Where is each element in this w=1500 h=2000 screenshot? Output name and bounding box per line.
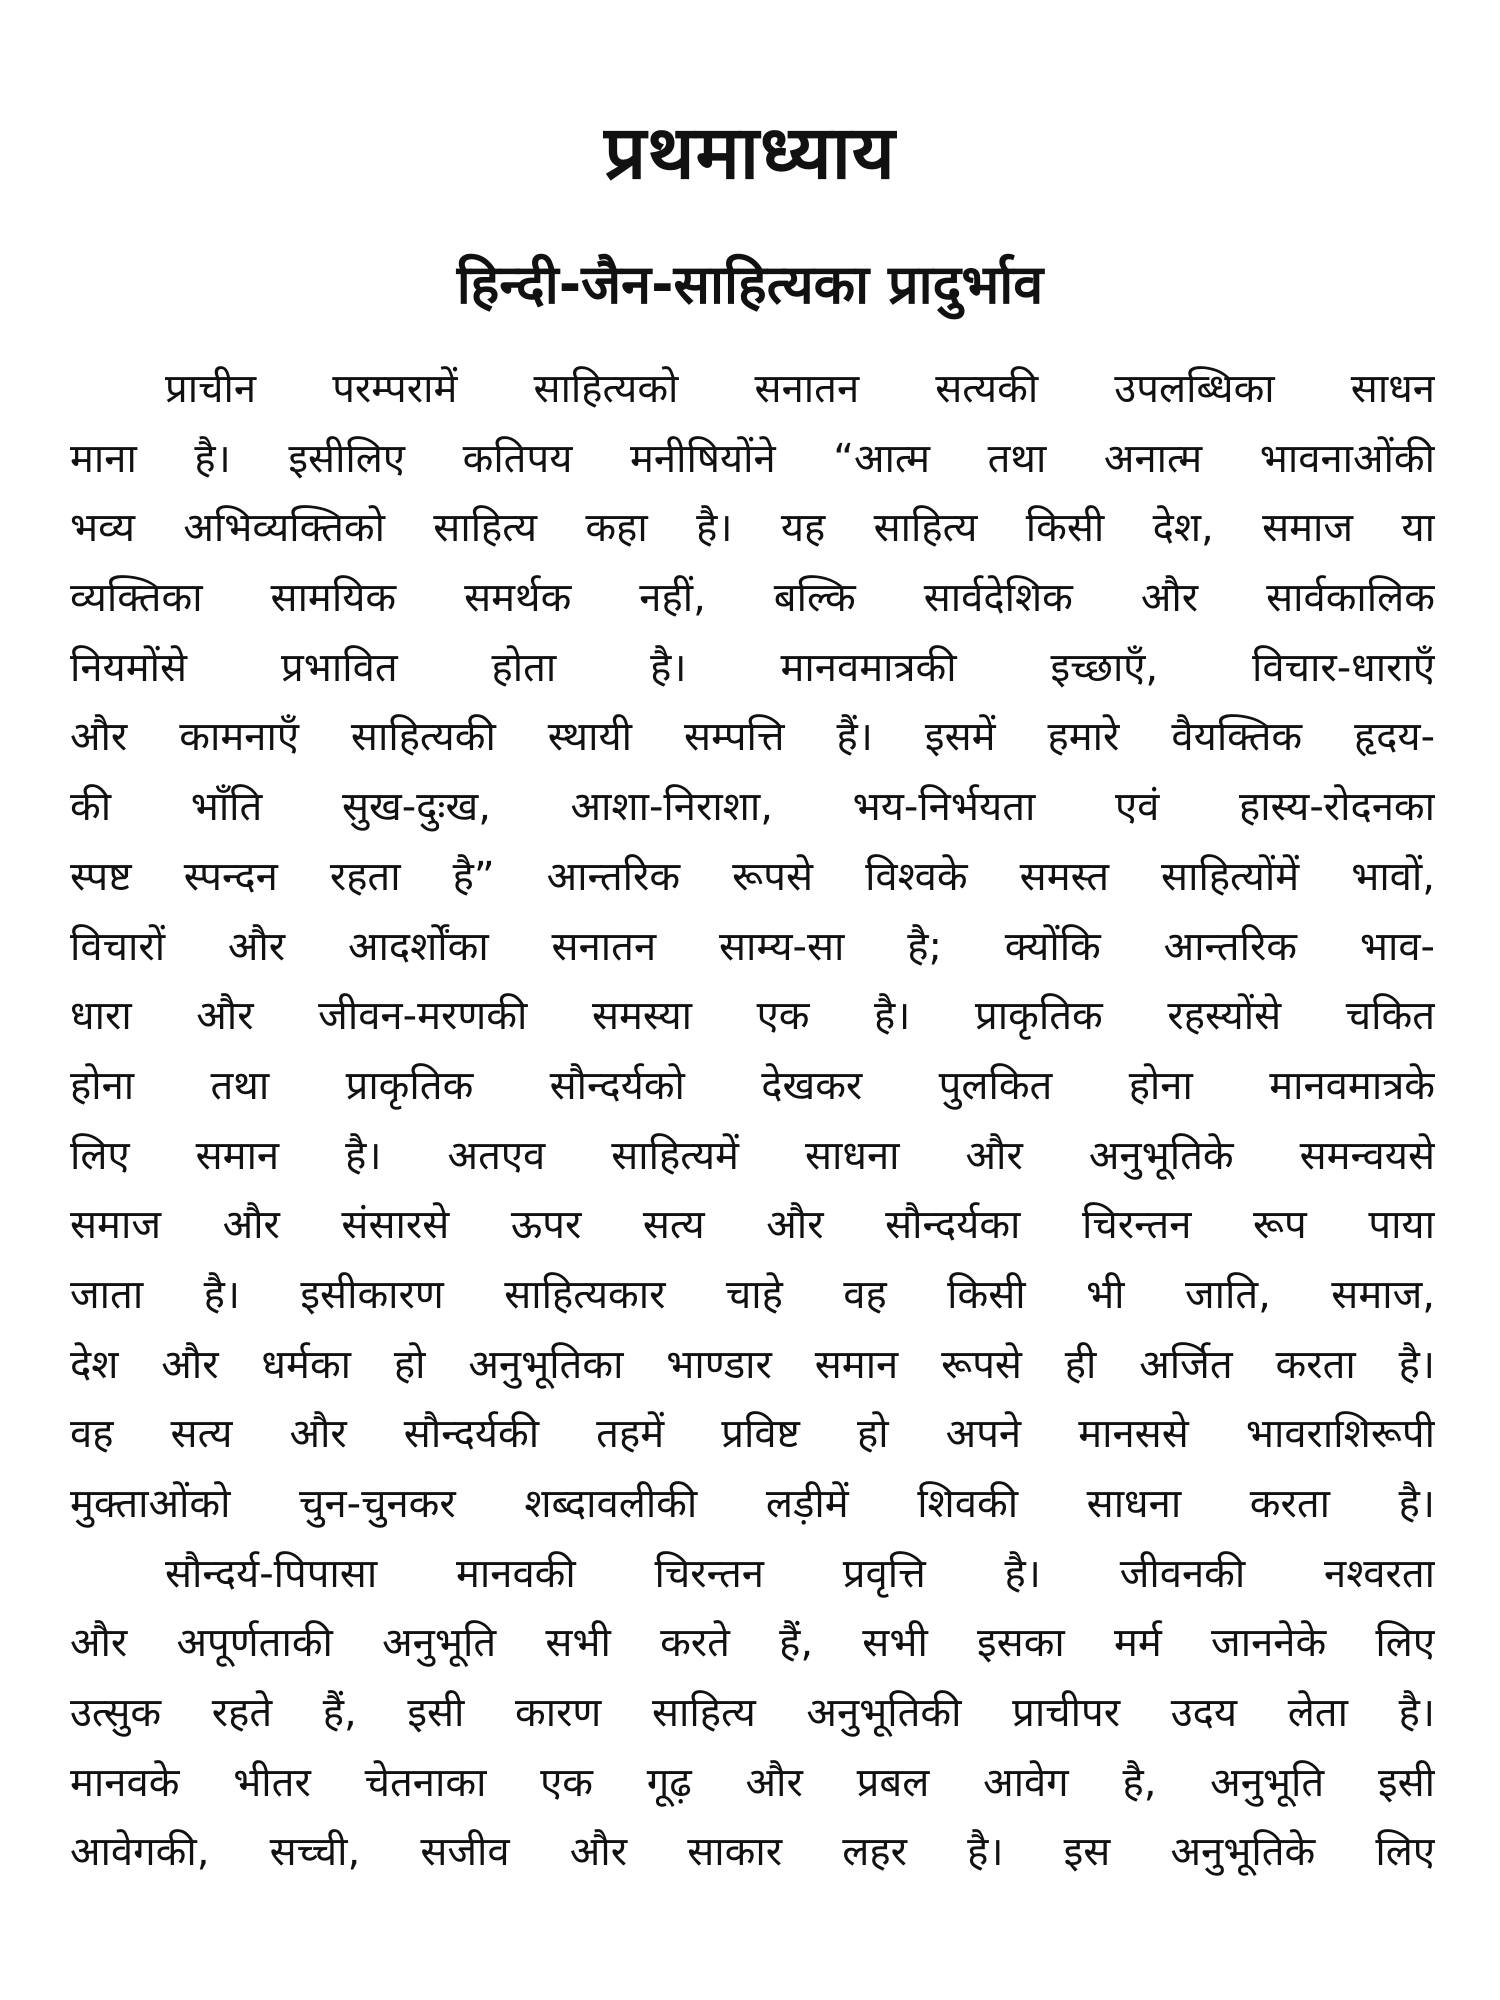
text-line: वह सत्य और सौन्दर्यकी तहमें प्रविष्ट हो अपने मानससे भावराशिरूपी [70, 1411, 1435, 1458]
text-line: मुक्ताओंको चुन-चुनकर शब्दावलीकी लड़ीमें शिवकी साधना करता है। [70, 1481, 1435, 1527]
section-title: हिन्दी-जैन-साहित्यका प्रादुर्भाव [456, 253, 1044, 316]
text-line: मानवके भीतर चेतनाका एक गूढ़ और प्रबल आवेग है, अनुभूति इसी [70, 1759, 1435, 1806]
text-line: देश और धर्मका हो अनुभूतिका भाण्डार समान रूपसे ही अर्जित करता है। [70, 1341, 1435, 1388]
paragraph-1 [70, 355, 1435, 1540]
text-line: भव्य अभिव्यक्तिको साहित्य कहा है। यह साहित्य किसी देश, समाज या [70, 505, 1435, 552]
text-line: और अपूर्णताकी अनुभूति सभी करते हैं, सभी इसका मर्म जाननेके लिए [70, 1620, 1435, 1667]
text-line: माना है। इसीलिए कतिपय मनीषियोंने “आत्म तथा अनात्म भावनाओंकी [70, 435, 1435, 482]
text-line: नियमोंसे प्रभावित होता है। मानवमात्रकी इच्छाएँ, विचार-धाराएँ [70, 644, 1435, 691]
text-line: प्राचीन परम्परामें साहित्यको सनातन सत्यकी उपलब्धिका साधन [165, 366, 1435, 412]
text-line: लिए समान है। अतएव साहित्यमें साधना और अनुभूतिके समन्वयसे [70, 1132, 1435, 1179]
text-line: स्पष्ट स्पन्दन रहता है” आन्तरिक रूपसे विश्वके समस्त साहित्योंमें भावों, [70, 853, 1435, 900]
text-line: समाज और संसारसे ऊपर सत्य और सौन्दर्यका चिरन्तन रूप पाया [70, 1202, 1435, 1249]
text-line: और कामनाएँ साहित्यकी स्थायी सम्पत्ति हैं। इसमें हमारे वैयक्तिक हृदय- [70, 714, 1435, 761]
text-line: होना तथा प्राकृतिक सौन्दर्यको देखकर पुलकित होना मानवमात्रके [70, 1062, 1435, 1109]
text-line: आवेगकी, सच्ची, सजीव और साकार लहर है। इस अनुभूतिके लिए [70, 1829, 1435, 1876]
body-text [70, 355, 1435, 1888]
chapter-title: प्रथमाध्याय [604, 110, 896, 196]
text-line: व्यक्तिका सामयिक समर्थक नहीं, बल्कि सार्वदेशिक और सार्वकालिक [70, 575, 1435, 622]
text-line: धारा और जीवन-मरणकी समस्या एक है। प्राकृतिक रहस्योंसे चकित [70, 993, 1435, 1040]
text-line: जाता है। इसीकारण साहित्यकार चाहे वह किसी भी जाति, समाज, [70, 1271, 1435, 1318]
text-line: सौन्दर्य-पिपासा मानवकी चिरन्तन प्रवृत्ति है। जीवनकी नश्वरता [165, 1550, 1435, 1597]
text-line: उत्सुक रहते हैं, इसी कारण साहित्य अनुभूतिकी प्राचीपर उदय लेता है। [70, 1690, 1435, 1737]
text-line: विचारों और आदर्शोंका सनातन साम्य-सा है; क्योंकि आन्तरिक भाव- [70, 923, 1435, 970]
paragraph-2 [70, 1540, 1435, 1888]
text-line: की भाँति सुख-दुःख, आशा-निराशा, भय-निर्भयता एवं हास्य-रोदनका [70, 784, 1435, 831]
